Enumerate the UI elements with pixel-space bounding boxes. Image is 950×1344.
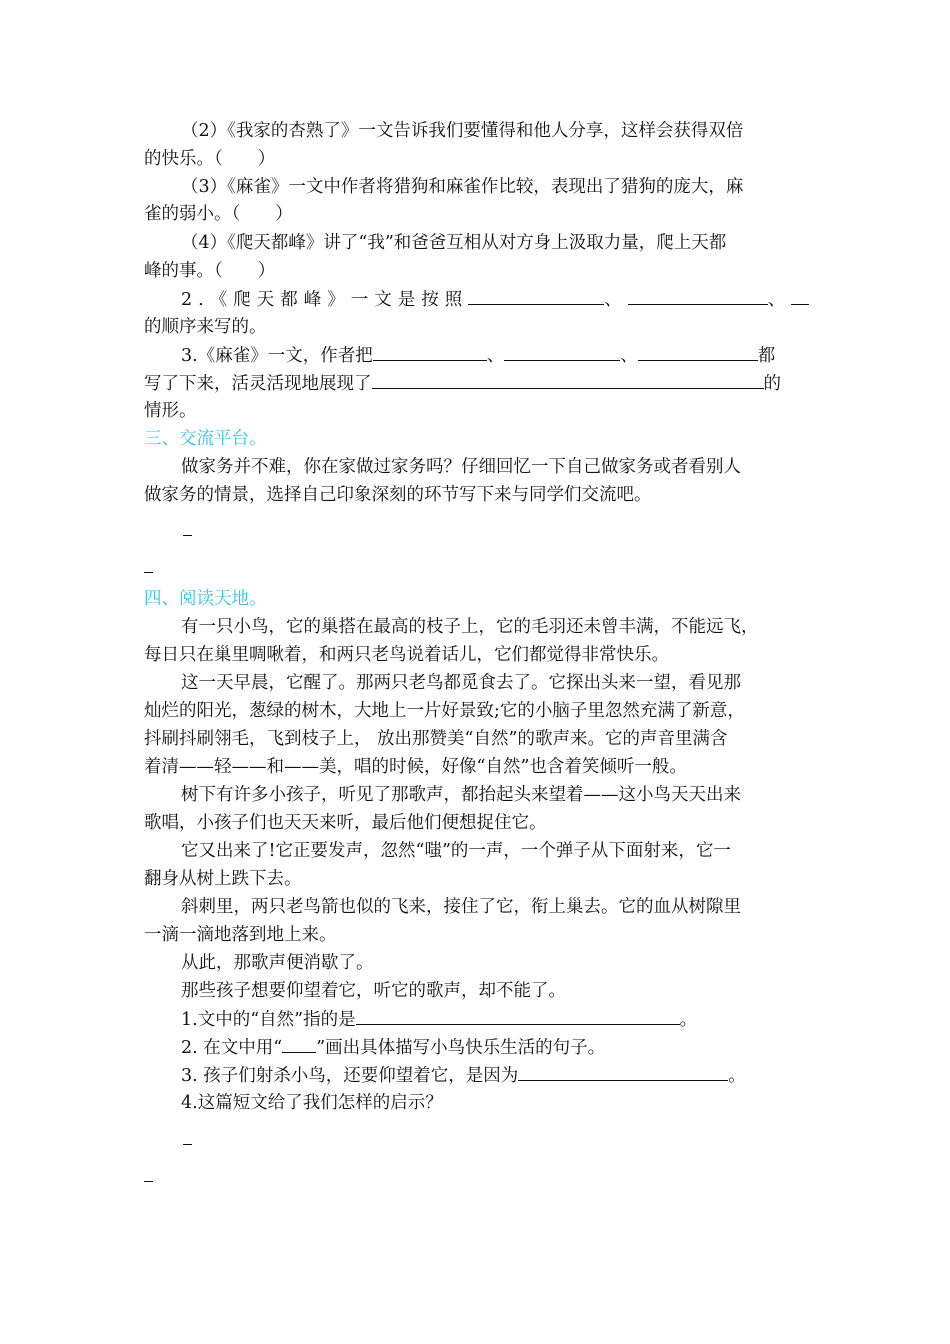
reading-question-2-suffix: ”画出具体描写小鸟快乐生活的句子。 <box>316 1038 606 1058</box>
reading-question-1-prefix: 1.文中的“自然”指的是 <box>181 1010 356 1030</box>
answer-blank[interactable] <box>791 285 809 305</box>
passage-line: 有一只小鸟，它的巢搭在最高的枝子上，它的毛羽还未曾丰满，不能远飞， <box>181 617 759 637</box>
question-1-3-line-2: 雀的弱小。（ ） <box>144 204 293 224</box>
section-heading-4: 四、阅读天地。 <box>144 589 267 609</box>
question-3-prefix: 3.《麻雀》一文，作者把 <box>181 346 373 366</box>
answer-blank[interactable] <box>504 341 620 361</box>
writing-line-mark[interactable] <box>144 572 153 573</box>
reading-question-1 <box>181 1005 697 1033</box>
question-3-line-2-suffix: 的 <box>763 374 781 394</box>
separator: 、 <box>620 346 638 366</box>
answer-blank[interactable] <box>372 369 764 389</box>
passage-line: 抖刷抖刷翎毛，飞到枝子上， 放出那赞美“自然”的歌声来。它的声音里满含 <box>144 729 728 749</box>
separator: 、 <box>486 346 505 366</box>
question-3-line-2-prefix: 写了下来，活灵活现地展现了 <box>144 374 372 394</box>
question-1-2-line-2: 的快乐。（ ） <box>144 149 276 169</box>
separator: 、 <box>767 290 792 310</box>
question-1-3-line-1: （3）《麻雀》一文中作者将猎狗和麻雀作比较，表现出了猎狗的庞大，麻 <box>181 177 744 197</box>
passage-line: 每日只在巢里啁啾着，和两只老鸟说着话儿，它们都觉得非常快乐。 <box>144 645 669 665</box>
question-3-line-2 <box>144 369 781 397</box>
exchange-paragraph-line-1: 做家务并不难，你在家做过家务吗？仔细回忆一下自己做家务或者看别人 <box>181 457 741 477</box>
passage-line: 从此，那歌声便消歇了。 <box>181 953 374 973</box>
question-2-line-2: 的顺序来写的。 <box>144 317 267 337</box>
answer-blank[interactable] <box>628 285 768 305</box>
passage-line: 它又出来了!它正要发声，忽然“嗤”的一声，一个弹子从下面射来，它一 <box>181 841 731 861</box>
underline-mark-example <box>282 1033 316 1053</box>
question-2-prefix: 2.《爬天都峰》一文是按照 <box>181 290 469 310</box>
passage-line: 灿烂的阳光，葱绿的树木，大地上一片好景致;它的小脑子里忽然充满了新意， <box>144 701 745 721</box>
question-1-4-line-1: （4）《爬天都峰》讲了“我”和爸爸互相从对方身上汲取力量，爬上天都 <box>181 233 727 253</box>
question-3-line-1 <box>181 341 775 369</box>
passage-line: 着清——轻——和——美，唱的时候，好像“自然”也含着笑倾听一般。 <box>144 757 687 777</box>
passage-line: 这一天早晨，它醒了。那两只老鸟都觅食去了。它探出头来一望，看见那 <box>181 673 741 693</box>
passage-line: 歌唱，小孩子们也天天来听，最后他们便想捉住它。 <box>144 813 547 833</box>
reading-question-3-prefix: 3. 孩子们射杀小鸟，还要仰望着它，是因为 <box>181 1066 519 1086</box>
passage-line: 那些孩子想要仰望着它，听它的歌声，却不能了。 <box>181 981 566 1001</box>
question-2-line-1 <box>181 285 809 313</box>
answer-blank[interactable] <box>468 285 604 305</box>
answer-blank[interactable] <box>373 341 487 361</box>
reading-question-2 <box>181 1033 605 1061</box>
exchange-paragraph-line-2: 做家务的情景，选择自己印象深刻的环节写下来与同学们交流吧。 <box>144 485 652 505</box>
reading-question-3 <box>181 1061 746 1089</box>
section-heading-3: 三、交流平台。 <box>144 429 267 449</box>
writing-line-mark[interactable] <box>183 1144 192 1145</box>
separator: 、 <box>604 290 628 310</box>
question-3-suffix: 都 <box>757 346 776 366</box>
question-1-4-line-2: 峰的事。（ ） <box>144 261 276 281</box>
answer-blank[interactable] <box>638 341 758 361</box>
reading-question-3-suffix: 。 <box>728 1066 746 1086</box>
reading-question-1-suffix: 。 <box>679 1010 698 1030</box>
writing-line-mark[interactable] <box>183 535 192 536</box>
passage-line: 斜刺里，两只老鸟箭也似的飞来，接住了它，衔上巢去。它的血从树隙里 <box>181 897 741 917</box>
passage-line: 树下有许多小孩子，听见了那歌声，都抬起头来望着——这小鸟天天出来 <box>181 785 741 805</box>
reading-question-4: 4.这篇短文给了我们怎样的启示？ <box>181 1093 443 1113</box>
writing-line-mark[interactable] <box>144 1181 153 1182</box>
passage-line: 一滴一滴地落到地上来。 <box>144 925 337 945</box>
answer-blank[interactable] <box>356 1005 680 1025</box>
answer-blank[interactable] <box>518 1061 728 1081</box>
reading-question-2-prefix: 2. 在文中用“ <box>181 1038 283 1058</box>
question-3-line-3: 情形。 <box>144 401 197 421</box>
question-1-2-line-1: （2）《我家的杏熟了》一文告诉我们要懂得和他人分享，这样会获得双倍 <box>181 121 744 141</box>
passage-line: 翻身从树上跌下去。 <box>144 869 302 889</box>
